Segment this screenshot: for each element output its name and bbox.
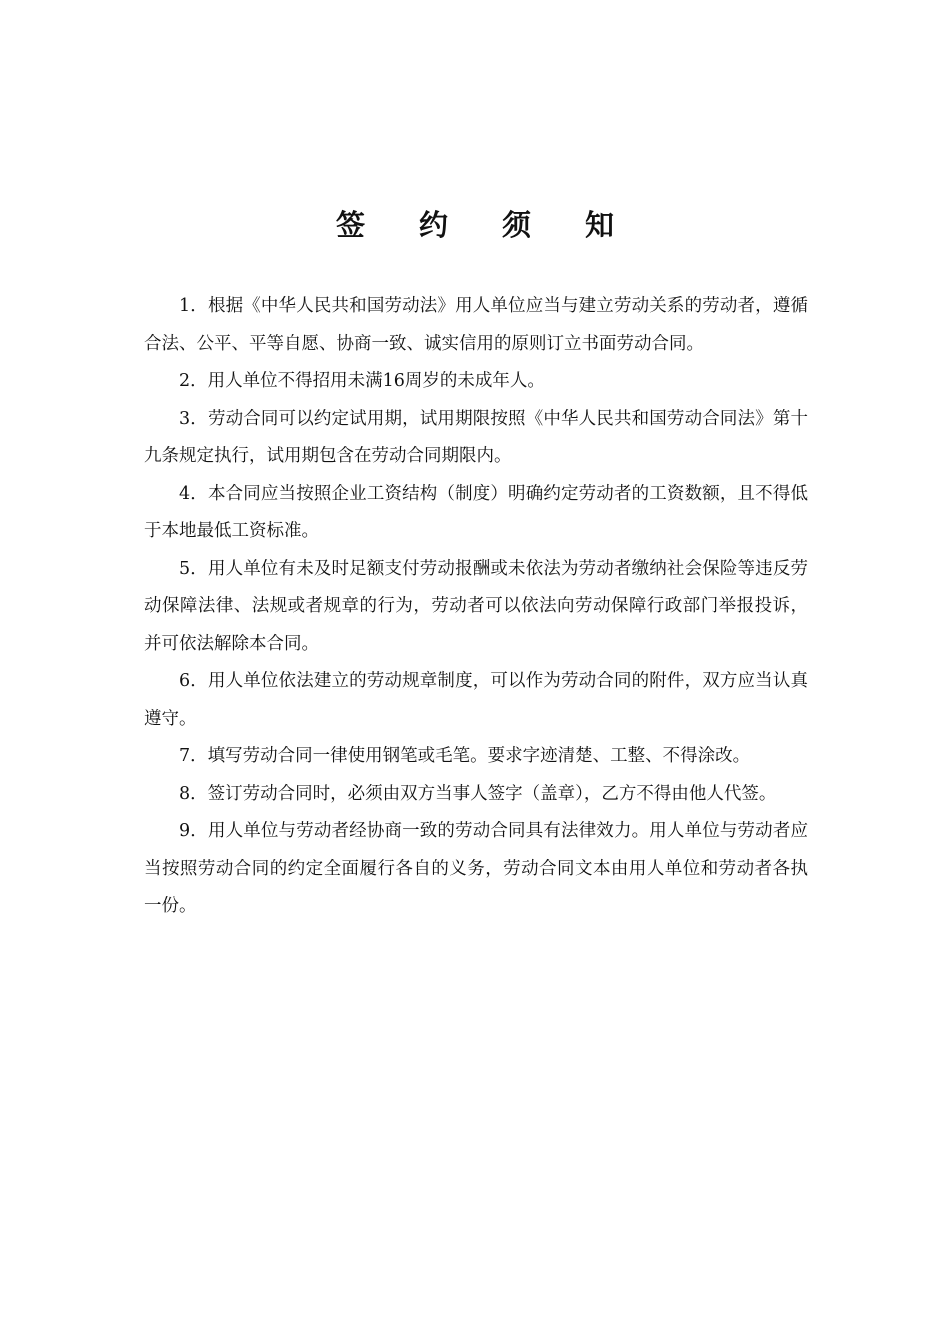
notice-item-5: 5．用人单位有未及时足额支付劳动报酬或未依法为劳动者缴纳社会保险等违反劳动保障法律、法规或者规章的行为，劳动者可以依法向劳动保障行政部门举报投诉，并可依法解除本合同。 — [144, 558, 808, 654]
notice-item-7: 7．填写劳动合同一律使用钢笔或毛笔。要求字迹清楚、工整、不得涂改。 — [179, 746, 751, 766]
notice-item-3: 3．劳动合同可以约定试用期，试用期限按照《中华人民共和国劳动合同法》第十九条规定执行，试用期包含在劳动合同期限内。 — [144, 408, 808, 466]
notice-body — [144, 288, 808, 926]
notice-item-1: 1．根据《中华人民共和国劳动法》用人单位应当与建立劳动关系的劳动者，遵循合法、公平、平等自愿、协商一致、诚实信用的原则订立书面劳动合同。 — [144, 296, 808, 354]
notice-item-4: 4．本合同应当按照企业工资结构（制度）明确约定劳动者的工资数额，且不得低于本地最低工资标准。 — [144, 483, 808, 541]
notice-item-9: 9．用人单位与劳动者经协商一致的劳动合同具有法律效力。用人单位与劳动者应当按照劳动合同的约定全面履行各自的义务，劳动合同文本由用人单位和劳动者各执一份。 — [144, 821, 808, 916]
page-title: 签约须知 — [335, 208, 668, 242]
notice-item-2: 2．用人单位不得招用未满16周岁的未成年人。 — [179, 371, 545, 391]
notice-item-6: 6．用人单位依法建立的劳动规章制度，可以作为劳动合同的附件，双方应当认真遵守。 — [144, 671, 808, 729]
notice-item-8: 8．签订劳动合同时，必须由双方当事人签字（盖章），乙方不得由他人代签。 — [179, 783, 777, 804]
